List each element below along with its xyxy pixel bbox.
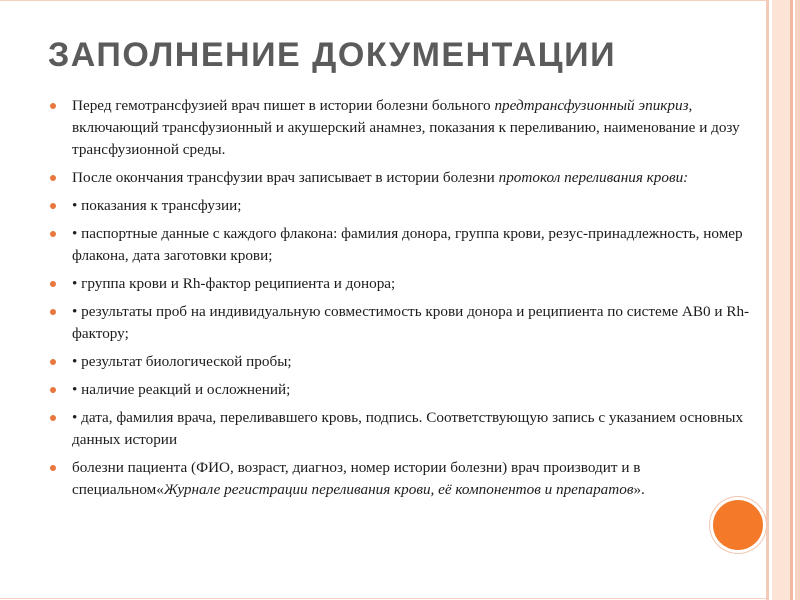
slide-title: ЗАПОЛНЕНИЕ ДОКУМЕНТАЦИИ bbox=[48, 36, 617, 74]
paragraph-text: • группа крови и Rh-фактор реципиента и донора; bbox=[72, 275, 396, 292]
paragraph-4 bbox=[50, 223, 750, 267]
bullet-icon bbox=[50, 103, 56, 109]
decor-stripe bbox=[790, 0, 793, 600]
paragraph-text: включающий трансфузионный и акушерский анамнез, показания к переливанию, наименование и дозу трансфузионной среды. bbox=[72, 119, 740, 158]
paragraph-text: болезни пациента (ФИО, возраст, диагноз, номер истории болезни) врач производит и в специальном« bbox=[72, 459, 641, 498]
paragraph-7 bbox=[50, 351, 750, 373]
paragraph-10 bbox=[50, 457, 750, 501]
paragraph-text: ». bbox=[633, 481, 645, 498]
paragraph-2 bbox=[50, 167, 750, 189]
decor-stripe bbox=[795, 0, 800, 600]
decor-stripe bbox=[772, 0, 790, 600]
paragraph-6 bbox=[50, 301, 750, 345]
paragraph-text: • результат биологической пробы; bbox=[72, 353, 292, 370]
paragraph-italic: Журнале регистрации переливания крови, её компонентов и препаратов bbox=[163, 481, 634, 498]
paragraph-text: Перед гемотрансфузией врач пишет в истории болезни больного bbox=[72, 97, 495, 114]
bottom-border-line bbox=[0, 598, 766, 599]
paragraph-text: • показания к трансфузии; bbox=[72, 197, 242, 214]
bullet-icon bbox=[50, 203, 56, 209]
bullet-icon bbox=[50, 281, 56, 287]
bullet-icon bbox=[50, 387, 56, 393]
paragraph-9 bbox=[50, 407, 750, 451]
decor-stripe bbox=[766, 0, 769, 600]
paragraph-8 bbox=[50, 379, 750, 401]
paragraph-text: • результаты проб на индивидуальную совместимость крови донора и реципиента по системе АВ0 и Rh-фактору; bbox=[72, 303, 750, 342]
paragraph-text: После окончания трансфузии врач записывает в истории болезни bbox=[72, 169, 499, 186]
bullet-icon bbox=[50, 231, 56, 237]
bullet-icon bbox=[50, 175, 56, 181]
paragraph-italic: предтрансфузионный эпикриз, bbox=[494, 97, 693, 114]
paragraph-3 bbox=[50, 195, 750, 217]
bullet-icon bbox=[50, 309, 56, 315]
paragraph-5 bbox=[50, 273, 750, 295]
bullet-icon bbox=[50, 359, 56, 365]
paragraph-text: • наличие реакций и осложнений; bbox=[72, 381, 291, 398]
top-border-line bbox=[0, 0, 766, 1]
decor-circle bbox=[713, 500, 763, 550]
bullet-icon bbox=[50, 415, 56, 421]
paragraph-1 bbox=[50, 95, 750, 161]
slide-content bbox=[50, 95, 750, 507]
paragraph-italic: протокол переливания крови: bbox=[498, 169, 689, 186]
paragraph-text: • паспортные данные с каждого флакона: фамилия донора, группа крови, резус-принадлежность, номер флакона, дата заготовки крови; bbox=[72, 225, 743, 264]
paragraph-text: • дата, фамилия врача, переливавшего кровь, подпись. Соответствующую запись с указанием основных данных истории bbox=[72, 409, 744, 448]
bullet-icon bbox=[50, 465, 56, 471]
